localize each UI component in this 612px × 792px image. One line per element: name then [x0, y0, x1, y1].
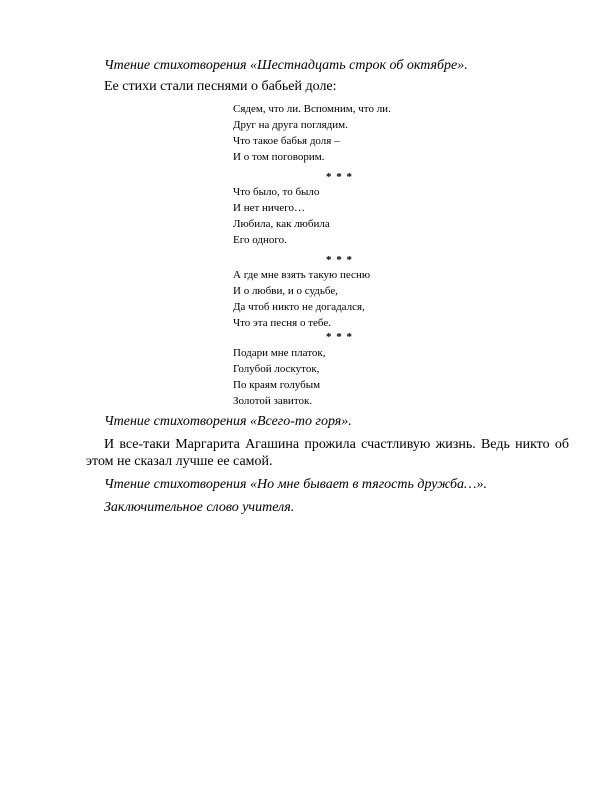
- closing-heading: Заключительное слово учителя.: [104, 500, 295, 515]
- reading-heading-1: Чтение стихотворения «Шестнадцать строк об октябре».: [104, 58, 468, 73]
- poem-line: И о любви, и о судьбе,: [233, 285, 338, 297]
- stanza-separator: * * *: [326, 254, 353, 266]
- poem-stanza-2: [233, 184, 330, 248]
- poem-line: И нет ничего…: [233, 202, 305, 214]
- poem-line: Его одного.: [233, 234, 287, 246]
- poem-line: Друг на друга поглядим.: [233, 119, 348, 131]
- poem-line: А где мне взять такую песню: [233, 269, 371, 281]
- poem-line: Что такое бабья доля –: [233, 135, 340, 147]
- intro-text: Ее стихи стали песнями о бабьей доле:: [104, 79, 337, 94]
- poem-line: Сядем, что ли. Вспомним, что ли.: [233, 103, 391, 115]
- poem-line: По краям голубым: [233, 379, 321, 391]
- poem-stanza-3: [233, 267, 370, 331]
- poem-line: Золотой завиток.: [233, 395, 313, 407]
- reading-heading-3: Чтение стихотворения «Но мне бывает в тягость дружба…».: [104, 477, 487, 492]
- stanza-separator: * * *: [326, 331, 353, 343]
- stanza-separator: * * *: [326, 171, 353, 183]
- poem-line: И о том поговорим.: [233, 151, 325, 163]
- poem-line: Любила, как любила: [233, 218, 330, 230]
- poem-line: Голубой лоскуток,: [233, 363, 320, 375]
- poem-stanza-4: [233, 345, 325, 409]
- poem-stanza-1: [233, 101, 391, 165]
- body-paragraph: И все-таки Маргарита Агашина прожила счастливую жизнь. Ведь никто об этом не сказал лучше ее самой.: [86, 437, 569, 469]
- reading-heading-2: Чтение стихотворения «Всего-то горя».: [104, 414, 352, 429]
- poem-line: Что эта песня о тебе.: [233, 317, 332, 329]
- poem-line: Подари мне платок,: [233, 347, 326, 359]
- poem-line: Что было, то было: [233, 186, 320, 198]
- poem-line: Да чтоб никто не догадался,: [233, 301, 365, 313]
